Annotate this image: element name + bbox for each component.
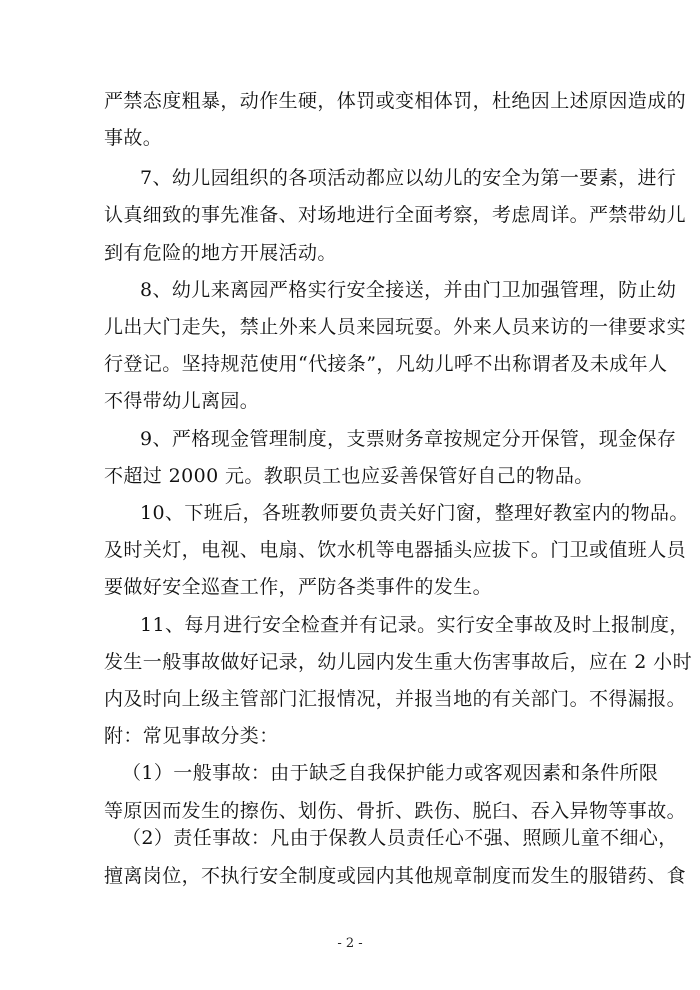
appendix-item-1-line-2: 等原因而发生的擦伤、划伤、骨折、跌伤、脱臼、吞入异物等事故。 xyxy=(104,800,687,822)
item-11-line-2: 发生一般事故做好记录，幼儿园内发生重大伤害事故后，应在 2 小时 xyxy=(104,651,692,673)
paragraph-continuation-line-2: 事故。 xyxy=(104,127,163,149)
appendix-heading: 附：常见事故分类： xyxy=(104,725,279,747)
item-8-line-4: 不得带幼儿离园。 xyxy=(104,390,260,412)
item-9-line-2: 不超过 2000 元。教职员工也应妥善保管好自己的物品。 xyxy=(104,465,594,487)
item-10-line-1: 10、下班后，各班教师要负责关好门窗，整理好教室内的物品。 xyxy=(140,502,689,524)
item-8-line-2: 儿出大门走失，禁止外来人员来园玩耍。外来人员来访的一律要求实 xyxy=(104,316,687,338)
item-8-line-1: 8、幼儿来离园严格实行安全接送，并由门卫加强管理，防止幼 xyxy=(140,279,677,301)
item-10-line-2: 及时关灯，电视、电扇、饮水机等电器插头应拔下。门卫或值班人员 xyxy=(104,539,687,561)
item-7-line-2: 认真细致的事先准备、对场地进行全面考察，考虑周详。严禁带幼儿 xyxy=(104,204,687,226)
item-10-line-3: 要做好安全巡查工作，严防各类事件的发生。 xyxy=(104,576,493,598)
page-number: - 2 - xyxy=(337,936,363,951)
appendix-item-2-line-1: （2）责任事故：凡由于保教人员责任心不强、照顾儿童不细心， xyxy=(122,827,678,849)
item-8-line-3: 行登记。坚持规范使用“代接条”，凡幼儿呼不出称谓者及未成年人 xyxy=(104,353,668,375)
item-11-line-3: 内及时向上级主管部门汇报情况，并报当地的有关部门。不得漏报。 xyxy=(104,688,687,710)
appendix-item-1-line-1: （1）一般事故：由于缺乏自我保护能力或客观因素和条件所限 xyxy=(122,762,659,784)
paragraph-continuation-line-1: 严禁态度粗暴，动作生硬，体罚或变相体罚，杜绝因上述原因造成的 xyxy=(104,90,687,112)
item-9-line-1: 9、严格现金管理制度，支票财务章按规定分开保管，现金保存 xyxy=(140,428,677,450)
item-7-line-3: 到有危险的地方开展活动。 xyxy=(104,242,337,264)
item-7-line-1: 7、幼儿园组织的各项活动都应以幼儿的安全为第一要素，进行 xyxy=(140,167,677,189)
item-11-line-1: 11、每月进行安全检查并有记录。实行安全事故及时上报制度， xyxy=(140,614,689,636)
appendix-item-2-line-2: 擅离岗位，不执行安全制度或园内其他规章制度而发生的服错药、食 xyxy=(104,865,687,887)
